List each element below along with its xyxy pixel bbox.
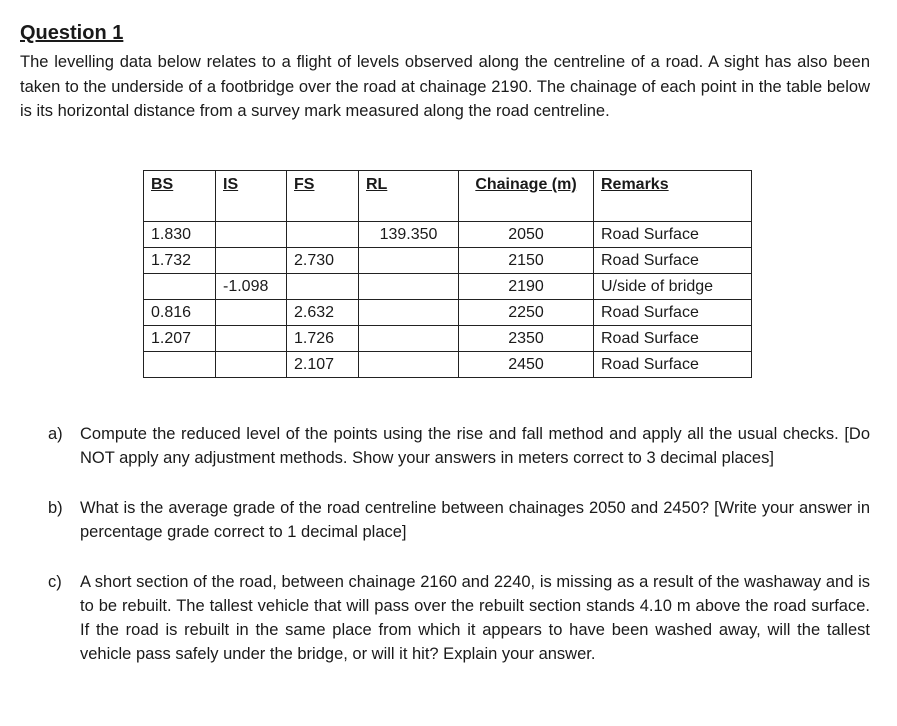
header-bs: BS bbox=[144, 171, 216, 222]
cell-chainage: 2150 bbox=[459, 248, 594, 274]
part-b-marker: b) bbox=[48, 499, 63, 517]
cell-rl bbox=[359, 274, 459, 300]
table-row bbox=[144, 300, 752, 326]
table-row bbox=[144, 326, 752, 352]
cell-bs: 1.732 bbox=[144, 248, 216, 274]
cell-chainage: 2450 bbox=[459, 352, 594, 378]
cell-is: -1.098 bbox=[216, 274, 287, 300]
part-b-text: What is the average grade of the road centreline between chainages 2050 and 2450? [Write your answer in percentage grade correct to 1 decimal place] bbox=[80, 499, 870, 541]
table-header-row bbox=[144, 171, 752, 222]
part-c-marker: c) bbox=[48, 573, 62, 591]
table-row bbox=[144, 352, 752, 378]
part-a-text: Compute the reduced level of the points using the rise and fall method and apply all the usual checks. [Do NOT apply any adjustment methods. Show your answers in meters correct to 3 decimal places] bbox=[80, 425, 870, 467]
table-row bbox=[144, 274, 752, 300]
cell-chainage: 2350 bbox=[459, 326, 594, 352]
cell-bs bbox=[144, 352, 216, 378]
cell-remarks: U/side of bridge bbox=[594, 274, 752, 300]
cell-is bbox=[216, 222, 287, 248]
cell-rl: 139.350 bbox=[359, 222, 459, 248]
cell-is bbox=[216, 352, 287, 378]
cell-chainage: 2250 bbox=[459, 300, 594, 326]
cell-fs: 2.632 bbox=[287, 300, 359, 326]
cell-bs: 0.816 bbox=[144, 300, 216, 326]
cell-bs bbox=[144, 274, 216, 300]
cell-bs: 1.207 bbox=[144, 326, 216, 352]
part-c-text: A short section of the road, between chainage 2160 and 2240, is missing as a result of the washaway and is to be rebuilt. The tallest vehicle that will pass over the rebuilt section stands 4.10 m above the road surface. If the road is rebuilt in the same place from which it appears to have been washed away, will the tallest vehicle pass safely under the bridge, or will it hit? Explain your answer. bbox=[80, 573, 870, 663]
part-c bbox=[48, 570, 870, 666]
header-is: IS bbox=[216, 171, 287, 222]
cell-is bbox=[216, 248, 287, 274]
cell-is bbox=[216, 300, 287, 326]
header-fs: FS bbox=[287, 171, 359, 222]
cell-fs: 2.730 bbox=[287, 248, 359, 274]
header-rl: RL bbox=[359, 171, 459, 222]
levelling-table bbox=[143, 170, 752, 378]
cell-rl bbox=[359, 300, 459, 326]
part-a bbox=[48, 422, 870, 470]
question-intro: The levelling data below relates to a flight of levels observed along the centreline of a road. A sight has also been taken to the underside of a footbridge over the road at chainage 2190. The chainage of each point in the table below is its horizontal distance from a survey mark measured along the road centreline. bbox=[20, 53, 870, 120]
cell-fs: 1.726 bbox=[287, 326, 359, 352]
cell-is bbox=[216, 326, 287, 352]
cell-remarks: Road Surface bbox=[594, 326, 752, 352]
cell-remarks: Road Surface bbox=[594, 248, 752, 274]
cell-fs bbox=[287, 274, 359, 300]
header-remarks: Remarks bbox=[594, 171, 752, 222]
cell-chainage: 2050 bbox=[459, 222, 594, 248]
part-a-marker: a) bbox=[48, 425, 63, 443]
cell-fs: 2.107 bbox=[287, 352, 359, 378]
question-parts bbox=[48, 422, 870, 666]
question-title: Question 1 bbox=[20, 22, 124, 44]
cell-remarks: Road Surface bbox=[594, 222, 752, 248]
cell-rl bbox=[359, 326, 459, 352]
cell-chainage: 2190 bbox=[459, 274, 594, 300]
part-b bbox=[48, 496, 870, 544]
cell-remarks: Road Surface bbox=[594, 300, 752, 326]
header-chainage: Chainage (m) bbox=[459, 171, 594, 222]
cell-fs bbox=[287, 222, 359, 248]
cell-rl bbox=[359, 248, 459, 274]
table-row bbox=[144, 248, 752, 274]
cell-rl bbox=[359, 352, 459, 378]
cell-remarks: Road Surface bbox=[594, 352, 752, 378]
cell-bs: 1.830 bbox=[144, 222, 216, 248]
table-row bbox=[144, 222, 752, 248]
